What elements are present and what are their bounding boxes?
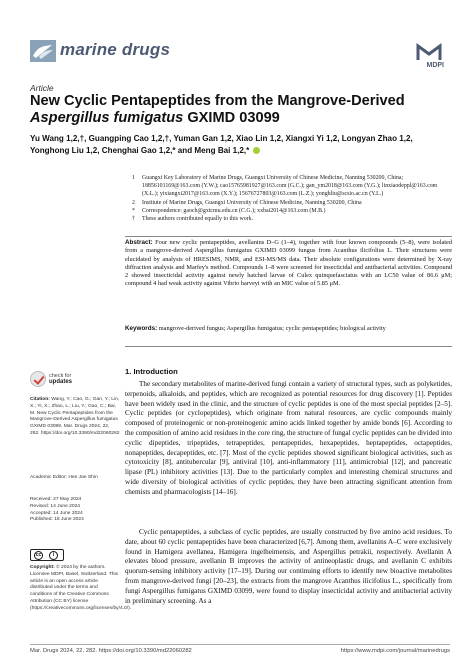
authors-line-2-text: Yonghong Liu 1,2, Chenghai Gao 1,2,* and Meng Bai 1,2,* (30, 146, 250, 155)
authors-line-2 (30, 145, 450, 157)
divider (125, 346, 452, 347)
correspondence (132, 207, 452, 215)
affiliation-number: 2 (132, 199, 135, 206)
copyright-text: © 2024 by the authors. Licensee MDPI, Basel, Switzerland. This article is an open access article distributed under the terms and conditions of the Creative Commons Attribution (CC BY) license (https://creativecommons.org/licenses/by/4.0/). (30, 565, 132, 611)
paragraph-text: Cyclic pentapeptides, a subclass of cyclic peptides, are usually constructed by five amino acid residues. To date, about 60 cyclic pentapeptides have been characterized [6,7]. Among them, avellanins A–C were exclusively found in Hamigera avellanea, Hamigera ingelheimensis, and Aspergillus petrakii, respectively. Avellanin A elevates blood pressure, avellanin B improves the activity of antineoplastic drugs, and avellanin C exhibits quorum-sensing inhibitory activity [17–19]. During our continuing efforts to identify new bioactive metabolites from mangrove-derived fungi [20–23], the extracts from the mangrove Acanthus ilicifolius L., specifically from fungi Aspergillus fumigatus GXIMD 03099, were found to display insecticidal activity and antibacterial activity in preliminary screening. As a (125, 528, 452, 605)
affiliation-text: These authors contributed equally to this work. (142, 216, 254, 223)
check-for-updates-icon (30, 371, 46, 387)
abstract-text: Four new cyclic pentapeptides, avellanins D–G (1–4), together with four known compounds (5–8), were isolated from a mangrove-derived Aspergillus fumigatus GXIMD 03099 fungus from Acanthus ilicifolius L. Their structures were elucidated by analysis of HRESIMS, NMR, and ESI-MS/MS data. Their absolute configurations were determined by X-ray diffraction analysis and Marfey's method. Compounds 1–8 were screened for insecticidal and antibacterial activities. Compound 2 showed insecticidal activity against newly hatched larvae of Culex quinquefasciatus with an LC50 value of 86.6 μM; compound 4 had weak activity against Vibrio harveyi with an MIC value of 5.85 μM. (125, 239, 452, 288)
cc-by-license-icon[interactable]: cc i (30, 549, 64, 561)
received-date: Received: 27 May 2024 (30, 497, 82, 502)
editor-block (30, 475, 120, 482)
keywords (125, 325, 452, 333)
affiliation-text: Guangxi Key Laboratory of Marine Drugs, Guangxi University of Chinese Medicine, Nanning 530200, China; 18856101169@163.com (Y.W.); cao15765981927@163.com (G.C.); gan_ym2018@163.com (Y.G.); linxiaodeppl@163.com (X.L.); yixiangxi2017@163.com (X.Y.); 15676727803@163.com (L.Z.); yonghliu@scsio.ac.cn (Y.L.) (142, 175, 438, 198)
dates-block (30, 497, 120, 524)
title-main: New Cyclic Pentapeptides from the Mangrove-Derived (30, 93, 405, 109)
affiliation-text: Institute of Marine Drugs, Guangxi University of Chinese Medicine, Nanning 530200, China (142, 199, 362, 206)
affiliation-number: † (132, 216, 135, 223)
abstract-label: Abstract: (125, 239, 153, 246)
journal-header (30, 40, 444, 69)
affiliations (132, 174, 452, 223)
check-for-updates-label (49, 373, 72, 385)
affiliation-number: * (132, 207, 135, 214)
revised-date: Revised: 14 June 2024 (30, 503, 81, 509)
check-for-updates-button[interactable] (30, 369, 90, 391)
keywords-label: Keywords: (125, 325, 158, 332)
citation-block (30, 397, 120, 438)
affiliation-number: 1 (132, 175, 135, 181)
paragraph-text: The secondary metabolites of marine-derived fungi contain a variety of structural types, such as polyketides, terpenoids, alkaloids, and peptides, which are recognized as potential resources for drug discovery [1]. Peptides have been widely used in the clinic, and the structure of cyclic peptides is one of the most special peptides [2–5]. Cyclic peptides (or cyclopeptides), which originate from natural resources, are cyclic compounds mainly composed of proteinogenic or non-proteinogenic amino acids linked together by amide bonds [6]. According to the composition of amino acid residues in the core ring, the structure of fungal cyclic peptides can be divided into cyclic dipeptides, tripeptides, tetrapeptides, pentapeptides, hexapeptides, heptapeptides, octapeptides, nonapeptides, decapeptides, etc. [7]. Most of the cyclic peptides showed significant biological activities, such as cytotoxicity [8], antitubercular [9], antiviral [10], anti-inflammatory [11], antimicrobial [12], and pancreatic lipase (PL) inhibitory activities [13]. Due to the particularly complex and interesting chemical structures and wide diversity of biological activities of cyclic peptides, they have been attracting significant attention from chemists and pharmacologists [14–16]. (125, 380, 452, 496)
title-strain: GXIMD 03099 (187, 110, 280, 126)
published-date: Published: 18 June 2024 (30, 517, 84, 523)
footer-divider (30, 644, 450, 645)
editor-name: Hee Jae Shin (68, 475, 98, 480)
divider (125, 236, 452, 237)
copyright-block (30, 565, 132, 613)
authors-line-1: Yu Wang 1,2,†, Guangping Cao 1,2,†, Yuman Gan 1,2, Xiao Lin 1,2, Xiangxi Yi 1,2, Longyan Zhao 1,2, (30, 134, 413, 143)
intro-paragraph-2 (125, 528, 452, 606)
author-list (30, 133, 450, 157)
affiliation-text: Correspondence: gaoch@gxtcmu.edu.cn (C.G.); xxbai2014@163.com (M.B.) (142, 207, 326, 214)
editor-label: Academic Editor: (30, 475, 67, 480)
section-heading: 1. Introduction (125, 367, 178, 376)
article-title (30, 93, 450, 127)
page-footer (30, 648, 450, 658)
affiliation-1 (132, 174, 452, 199)
footer-journal-link[interactable]: https://www.mdpi.com/journal/marinedrugs (340, 648, 450, 654)
article-type: Article (30, 83, 54, 93)
citation-label: Citation: (30, 397, 50, 402)
affiliation-2 (132, 199, 452, 207)
keywords-text: mangrove-derived fungus; Aspergillus fumigatus; cyclic pentapeptides; biological activity (158, 325, 386, 332)
abstract (125, 239, 452, 289)
footer-citation: Mar. Drugs 2024, 22, 282. https://doi.org/10.3390/md22060282 (30, 648, 192, 654)
orcid-icon[interactable] (253, 147, 260, 154)
journal-name: marine drugs (60, 40, 171, 59)
citation-text: Wang, Y.; Cao, G.; Gan, Y.; Lin, X.; Yi, X.; Zhao, L.; Liu, Y.; Gao, C.; Bai, M. New Cyclic Pentapeptides from the Mangrove-Derived Aspergillus fumigatus GXIMD 03099. Mar. Drugs 2024, 22, 282. https://doi.org/10.3390/md22060282 (30, 397, 120, 436)
title-species: Aspergillus fumigatus (30, 110, 184, 126)
journal-logo-icon (30, 40, 56, 62)
check-bottom: updates (49, 379, 73, 385)
accepted-date: Accepted: 14 June 2024 (30, 510, 83, 516)
publisher-name: MDPI (426, 62, 444, 69)
intro-paragraph-1 (125, 380, 452, 498)
copyright-label: Copyright: (30, 565, 55, 570)
equal-contribution-note (132, 215, 452, 223)
check-top: check for (49, 373, 72, 379)
mdpi-logo-icon (414, 42, 444, 62)
